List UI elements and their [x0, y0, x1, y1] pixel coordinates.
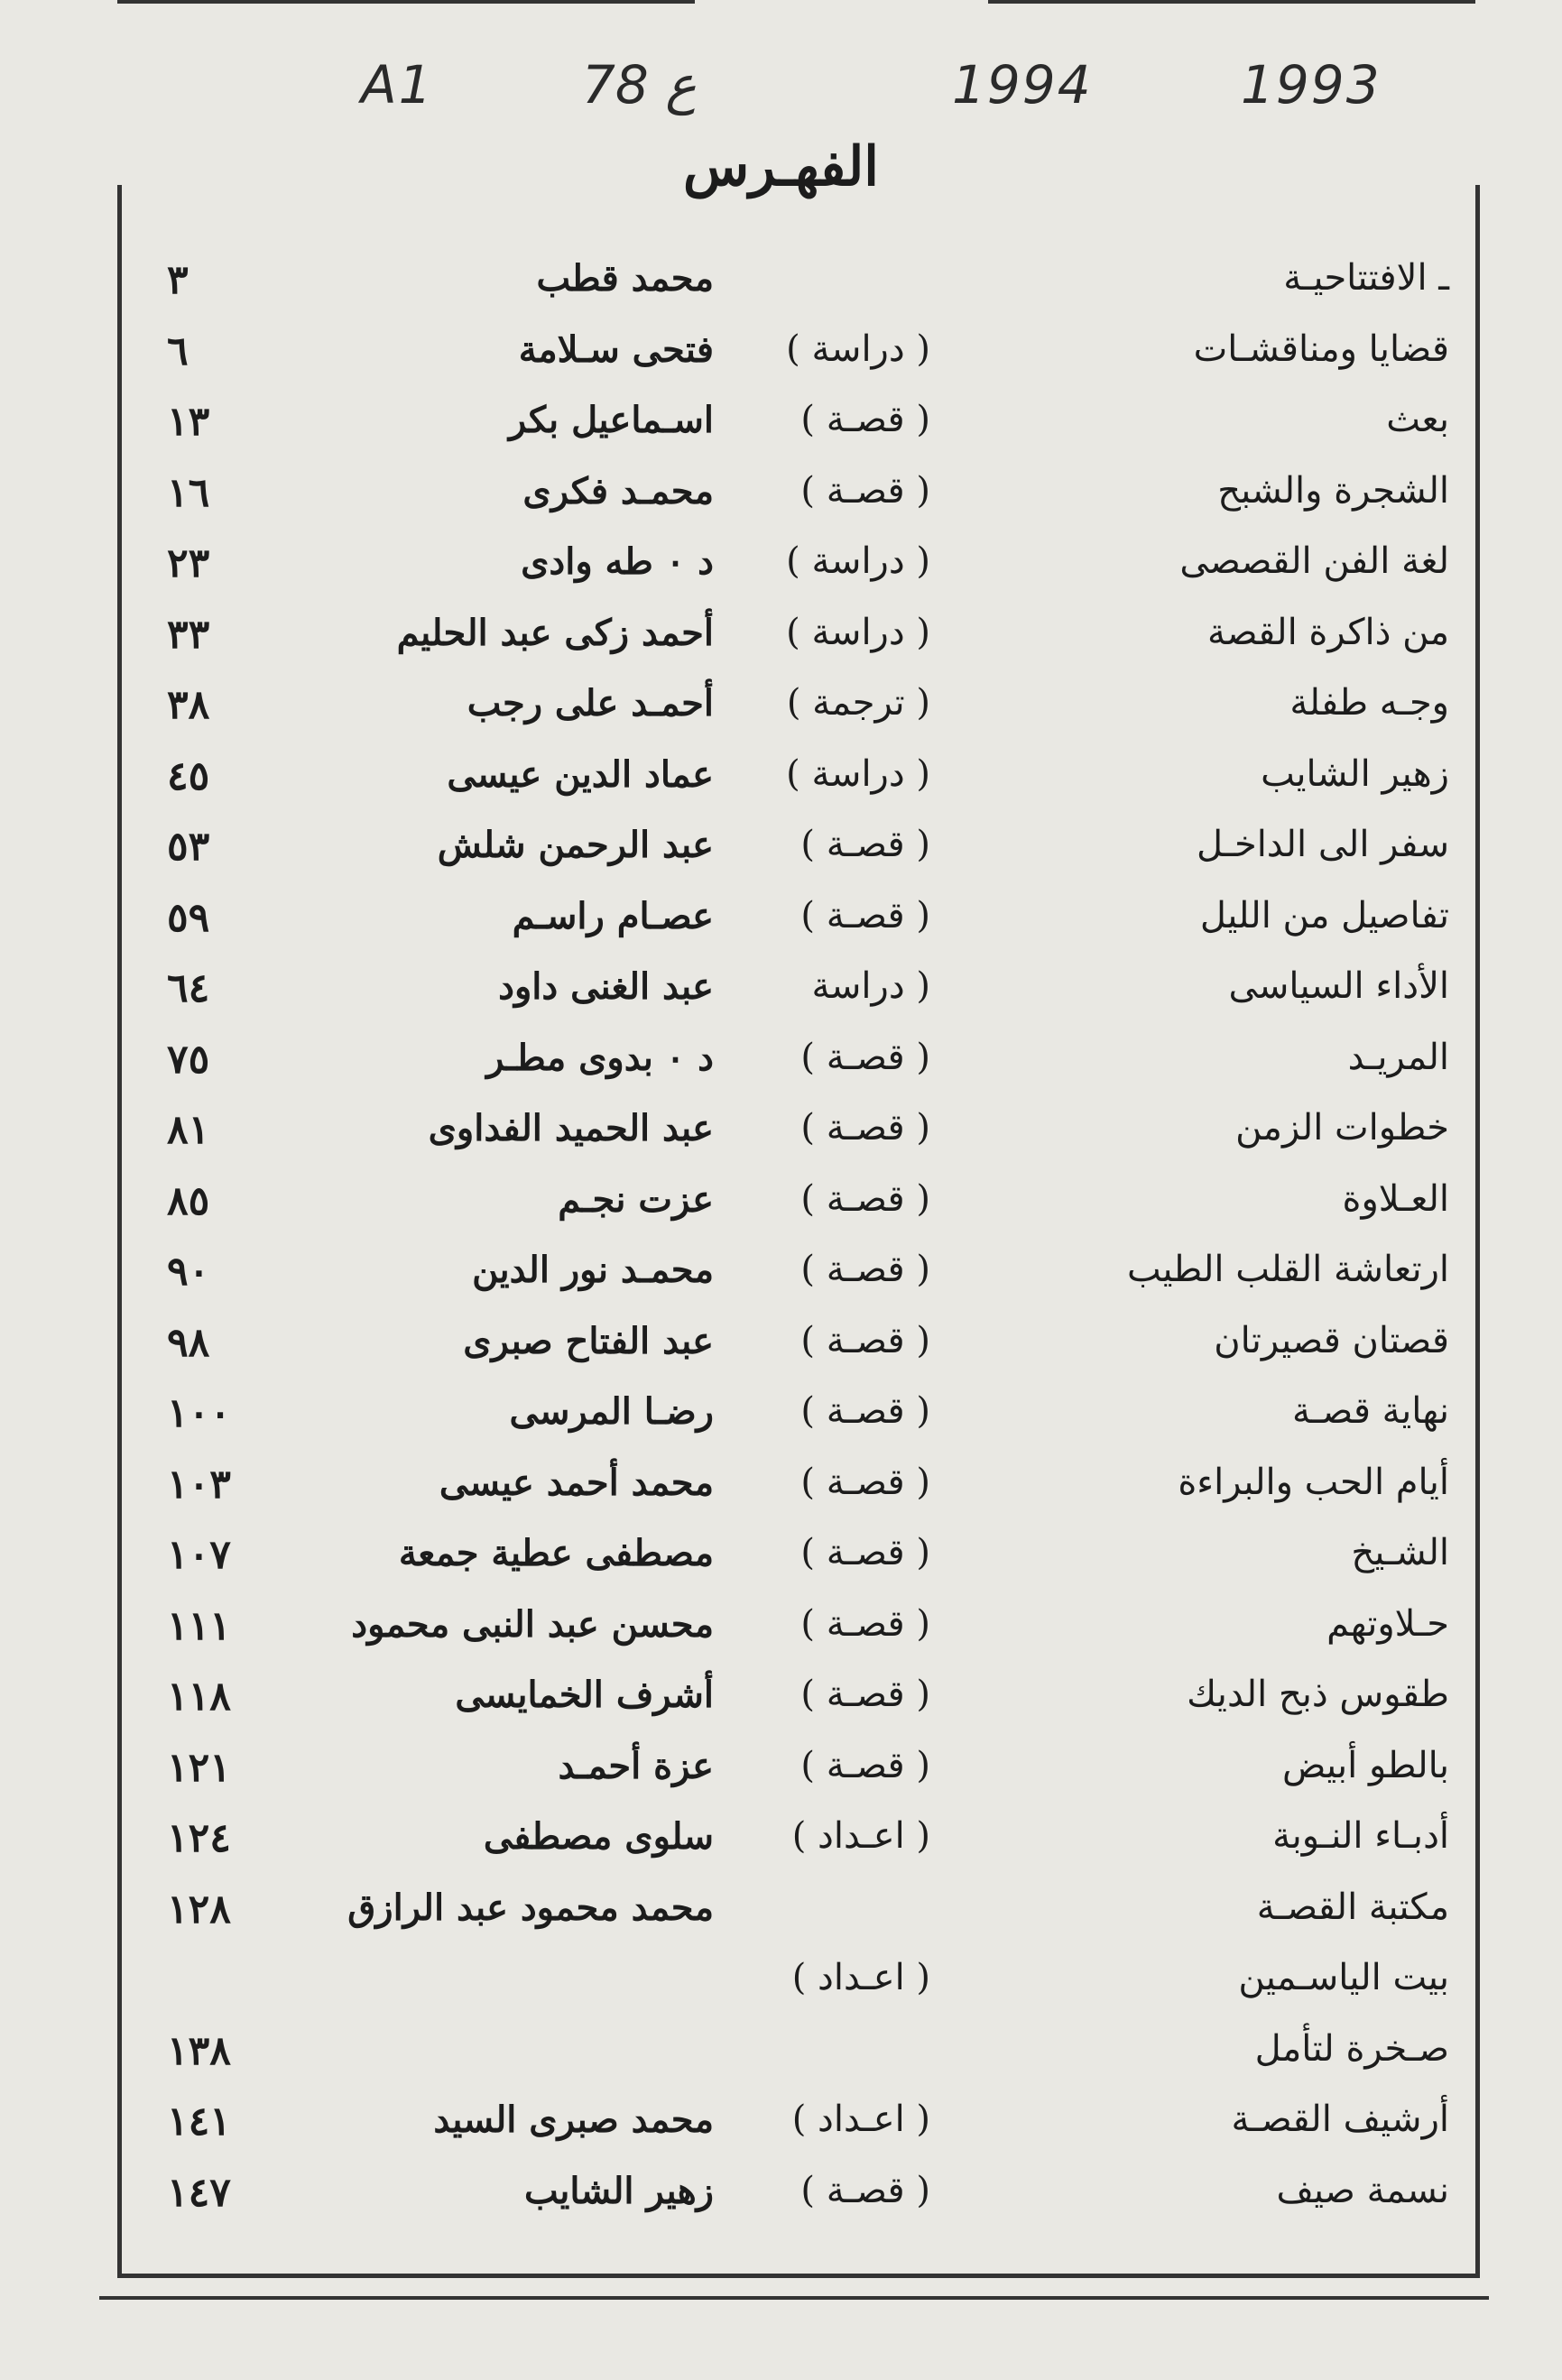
toc-row	[0, 1886, 1562, 1958]
toc-title: لغة الفن القصصى	[1179, 540, 1449, 582]
toc-page: ١٤٧	[167, 2169, 231, 2216]
table-of-contents	[0, 257, 1562, 2240]
toc-page: ٨٥	[167, 1177, 210, 1224]
toc-author: رضـا المرسى	[509, 1390, 714, 1433]
toc-row	[0, 612, 1562, 683]
toc-page: ٥٩	[167, 894, 210, 941]
toc-page: ١٢٨	[167, 1886, 231, 1933]
toc-row	[0, 470, 1562, 541]
toc-row	[0, 2170, 1562, 2241]
toc-title: العـلاوة	[1342, 1177, 1449, 1220]
toc-author: محمـد فكرى	[522, 469, 714, 512]
toc-author: محمد صبرى السيد	[433, 2099, 714, 2141]
toc-title: من ذاكرة القصة	[1207, 611, 1449, 653]
toc-type: ( قصـة )	[800, 1744, 930, 1786]
toc-row	[0, 753, 1562, 825]
toc-row	[0, 1320, 1562, 1391]
toc-author: عماد الدين عيسى	[447, 752, 714, 796]
toc-author: عبد الرحمن شلش	[437, 824, 714, 866]
toc-title: طقوس ذبح الديك	[1187, 1674, 1449, 1715]
toc-row	[0, 895, 1562, 966]
toc-author: د ٠ بدوى مطـر	[486, 1036, 714, 1079]
toc-type: ( دراسة )	[786, 327, 930, 370]
toc-page: ٣	[167, 257, 189, 303]
toc-title: بالطو أبيض	[1281, 1744, 1449, 1786]
toc-type: ( قصـة )	[800, 1461, 930, 1503]
toc-row	[0, 1815, 1562, 1886]
toc-page: ٢٣	[167, 540, 210, 586]
toc-type: ( قصـة )	[800, 824, 930, 865]
toc-title: نهاية قصـة	[1291, 1390, 1449, 1432]
toc-type: ( قصـة )	[800, 1602, 930, 1645]
toc-type: ( دراسة )	[786, 611, 930, 653]
toc-author: محمـد نور الدين	[472, 1249, 714, 1291]
toc-title: سفر الى الداخـل	[1196, 824, 1449, 865]
toc-type: ( قصـة )	[800, 1107, 930, 1148]
handwritten-note: 1993	[1241, 54, 1382, 115]
toc-page: ٣٨	[167, 682, 210, 728]
toc-row	[0, 1603, 1562, 1674]
toc-author: عزة أحمـد	[558, 1744, 714, 1787]
toc-author: مصطفى عطية جمعة	[398, 1532, 714, 1574]
toc-author: عصـام راسـم	[512, 894, 714, 937]
toc-title: وجـه طفلة	[1289, 682, 1449, 724]
toc-author: عبد الحميد الفداوى	[428, 1107, 714, 1149]
toc-row	[0, 682, 1562, 753]
toc-author: عزت نجـم	[558, 1177, 714, 1221]
toc-author: أشرف الخمايسى	[455, 1674, 714, 1716]
toc-page: ١٠٣	[167, 1461, 231, 1508]
toc-type: ( قصـة )	[800, 1319, 930, 1361]
bottom-rule	[99, 2296, 1489, 2300]
toc-row	[0, 1249, 1562, 1320]
toc-row	[0, 1037, 1562, 1108]
toc-title: خطوات الزمن	[1235, 1107, 1449, 1148]
page-title: الفهـرس	[683, 135, 879, 198]
toc-title: الشـيخ	[1351, 1532, 1449, 1573]
toc-type: ( قصـة )	[800, 894, 930, 936]
toc-author: اسـماعيل بكر	[508, 399, 714, 441]
toc-title: مكتبة القصـة	[1256, 1886, 1449, 1928]
toc-page: ٦	[167, 327, 189, 374]
toc-row	[0, 2028, 1562, 2099]
handwritten-notes	[0, 54, 1562, 144]
toc-author: عبد الغنى داود	[498, 965, 714, 1008]
toc-author: محمد محمود عبد الرازق	[347, 1886, 714, 1929]
toc-title: بعث	[1386, 399, 1449, 440]
toc-title: المريـد	[1347, 1036, 1449, 1078]
toc-row	[0, 1532, 1562, 1603]
toc-page: ١٠٠	[167, 1390, 231, 1436]
toc-row	[0, 257, 1562, 328]
toc-title: نسمة صيف	[1276, 2169, 1449, 2211]
toc-page: ١٦	[167, 469, 210, 516]
toc-title: أدبـاء النـوبة	[1272, 1815, 1449, 1857]
toc-row	[0, 399, 1562, 470]
toc-title: ارتعاشة القلب الطيب	[1127, 1249, 1449, 1290]
toc-page: ٤٥	[167, 752, 210, 799]
toc-type: ( قصـة )	[800, 2169, 930, 2211]
toc-page: ١٣	[167, 399, 210, 445]
toc-title: الشجرة والشبح	[1217, 469, 1449, 512]
toc-author: عبد الفتاح صبرى	[463, 1319, 714, 1362]
toc-page: ٦٤	[167, 965, 210, 1011]
toc-author: فتحى سـلامة	[518, 327, 714, 371]
toc-type: ( اعـداد )	[791, 1815, 930, 1857]
toc-row	[0, 1745, 1562, 1816]
toc-page: ٩٠	[167, 1249, 210, 1295]
toc-type: ( قصـة )	[800, 1249, 930, 1290]
toc-title: أيام الحب والبراءة	[1178, 1461, 1449, 1503]
toc-row	[0, 965, 1562, 1037]
toc-author: أحمد زكى عبد الحليم	[396, 611, 714, 654]
toc-title: بيت الياسـمين	[1238, 1957, 1449, 1998]
toc-page: ٣٣	[167, 611, 210, 658]
toc-page: ٥٣	[167, 824, 210, 870]
toc-page: ١٢١	[167, 1744, 231, 1791]
toc-title: أرشيف القصـة	[1231, 2099, 1449, 2140]
top-rule-right	[988, 0, 1475, 4]
toc-type: ( قصـة )	[800, 469, 930, 512]
toc-row	[0, 2099, 1562, 2170]
toc-type: ( قصـة )	[800, 1674, 930, 1715]
toc-page: ١٣٨	[167, 2027, 231, 2074]
toc-row	[0, 540, 1562, 612]
toc-title: ـ الافتتاحيـة	[1283, 257, 1449, 299]
toc-type: ( قصـة )	[800, 399, 930, 440]
toc-type: ( دراسة )	[786, 752, 930, 795]
toc-row	[0, 1178, 1562, 1250]
toc-author: زهير الشايب	[523, 2169, 714, 2212]
toc-title: قصتان قصيرتان	[1214, 1319, 1449, 1361]
toc-row	[0, 824, 1562, 895]
handwritten-note: A1	[361, 54, 434, 115]
toc-page: ٧٥	[167, 1036, 210, 1083]
toc-row	[0, 1390, 1562, 1462]
toc-type: ( دراسة )	[786, 540, 930, 582]
toc-author: سلوى مصطفى	[483, 1815, 714, 1858]
handwritten-note: 1994	[952, 54, 1093, 115]
toc-row	[0, 1957, 1562, 2028]
toc-type: ( اعـداد )	[791, 2099, 930, 2140]
toc-title: تفاصيل من الليل	[1199, 894, 1449, 936]
toc-row	[0, 1674, 1562, 1745]
toc-type: ( قصـة )	[800, 1390, 930, 1432]
top-rule-left	[117, 0, 695, 4]
toc-page: ١١٨	[167, 1674, 231, 1720]
toc-row	[0, 1107, 1562, 1178]
handwritten-note: 78 ع	[582, 54, 697, 115]
toc-page: ١٢٤	[167, 1815, 231, 1861]
toc-page: ٩٨	[167, 1319, 210, 1366]
toc-author: د ٠ طه وادى	[521, 540, 714, 583]
toc-row	[0, 328, 1562, 400]
toc-author: أحمـد على رجب	[467, 682, 714, 724]
toc-row	[0, 1462, 1562, 1533]
toc-page: ١٠٧	[167, 1532, 231, 1578]
toc-type: ( اعـداد )	[791, 1957, 930, 1998]
toc-author: محسن عبد النبى محمود	[351, 1602, 714, 1646]
toc-type: ( قصـة )	[800, 1036, 930, 1078]
toc-author: محمد أحمد عيسى	[439, 1461, 714, 1504]
toc-type: ( ترجمة )	[786, 682, 930, 724]
toc-type: ( قصـة )	[800, 1177, 930, 1220]
toc-title: قضايا ومناقشـات	[1193, 327, 1449, 370]
toc-author: محمد قطب	[536, 257, 714, 300]
toc-title: صـخرة لتأمل	[1254, 2027, 1449, 2070]
toc-page: ١١١	[167, 1602, 231, 1649]
toc-title: زهير الشايب	[1261, 752, 1449, 795]
toc-page: ١٤١	[167, 2099, 231, 2145]
toc-title: الأداء السياسى	[1228, 965, 1449, 1007]
toc-page: ٨١	[167, 1107, 210, 1153]
toc-type: ( دراسة	[811, 965, 930, 1007]
toc-type: ( قصـة )	[800, 1532, 930, 1573]
toc-title: حـلاوتهم	[1326, 1602, 1449, 1645]
